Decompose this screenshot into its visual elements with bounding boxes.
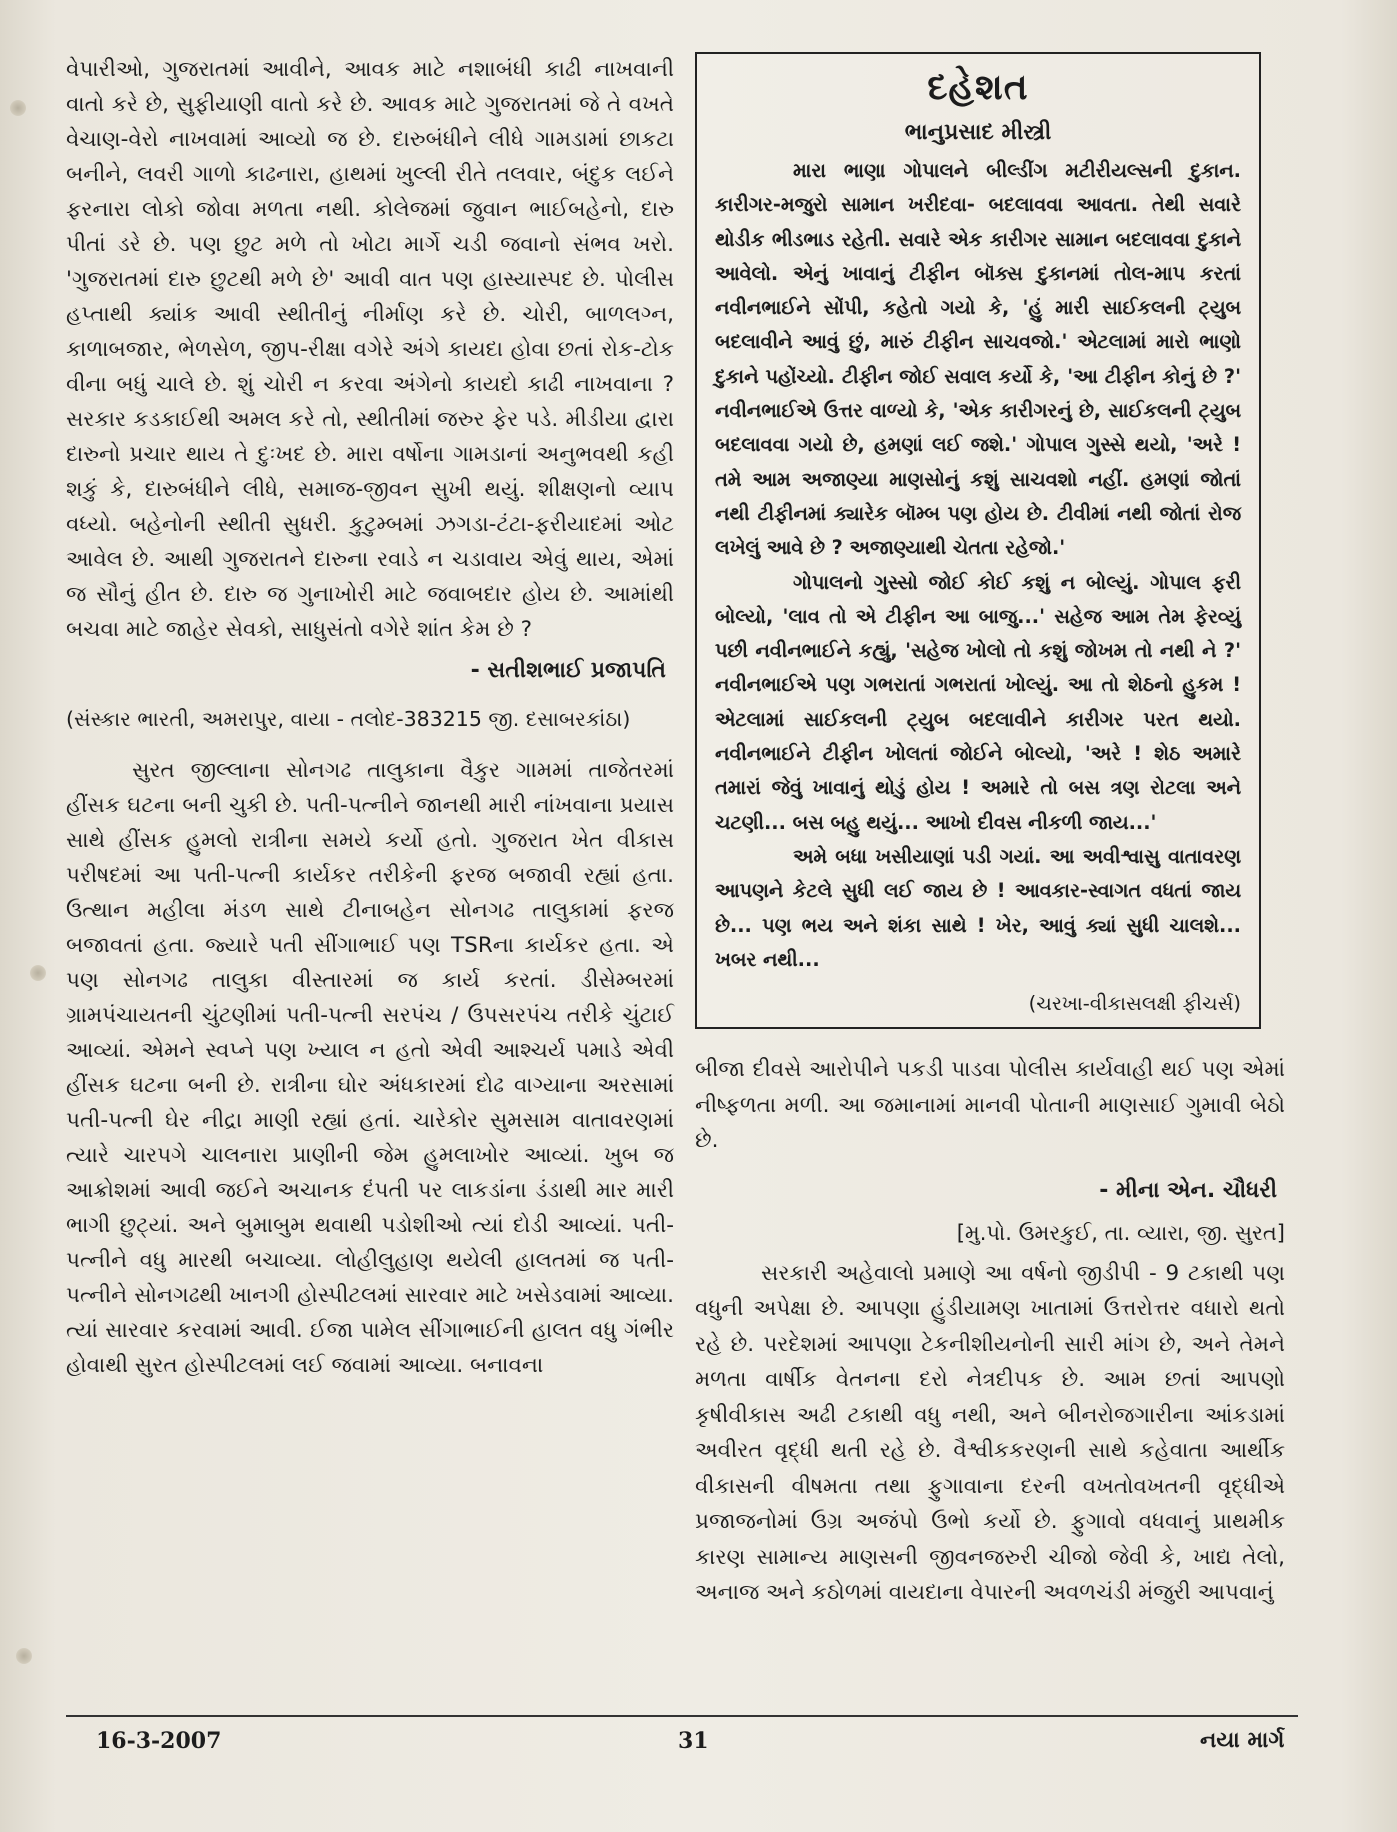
magazine-name: નયા માર્ગ [1200,1728,1285,1753]
story-paragraph-1: મારા ભાણા ગોપાલને બીલ્ડીંગ મટીરીયલ્સની દુકાન. કારીગર-મજુરો સામાન ખરીદવા- બદલાવવા આવતા. તેથી સવારે થોડીક ભીડભાડ રહેતી. સવારે એક કારીગર સામાન બદલાવવા દુકાને આવેલો. એનું ખાવાનું ટીફીન બૉક્સ દુકાનમાં તોલ-માપ કરતાં નવીનભાઈને સોંપી, કહેતો ગયો કે, 'હું મારી સાઈકલની ટ્યુબ બદલાવીને આવું છું, મારું ટીફીન સાચવજો.' એટલામાં મારો ભાણો દુકાને પહોંચ્યો. ટીફીન જોઈ સવાલ કર્યો કે, 'આ ટીફીન કોનું છે ?' નવીનભાઈએ ઉત્તર વાળ્યો કે, 'એક કારીગરનું છે, સાઈકલની ટ્યુબ બદલાવવા ગયો છે, હમણાં લઈ જશે.' ગોપાલ ગુસ્સે થયો, 'અરે ! તમે આમ અજાણ્યા માણસોનું કશું સાચવશો નહીં. હમણાં જોતાં નથી ટીફીનમાં ક્યારેક બૉમ્બ પણ હોય છે. ટીવીમાં નથી જોતાં રોજ લખેલું આવે છે ? અજાણ્યાથી ચેતતા રહેજો.' [715,159,1241,560]
address-satishbhai: (સંસ્કાર ભારતી, અમરાપુર, વાયા - તલોદ-383215 જી. દસાબરકાંઠા) [66,707,631,731]
left-paragraph-2: સુરત જીલ્લાના સોનગઢ તાલુકાના વૈકુર ગામમાં તાજેતરમાં હીંસક ઘટના બની ચુકી છે. પતી-પત્નીને જાનથી મારી નાંખવાના પ્રયાસ સાથે હીંસક હુમલો રાત્રીના સમયે કર્યો હતો. ગુજરાત ખેત વીકાસ પરીષદમાં આ પતી-પત્ની કાર્યકર તરીકેની ફરજ બજાવી રહ્યાં હતા. ઉત્થાન મહીલા મંડળ સાથે ટીનાબહેન સોનગઢ તાલુકામાં ફરજ બજાવતાં હતા. જ્યારે પતી સીંગાભાઈ પણ TSRના કાર્યકર હતા. એ પણ સોનગઢ તાલુકા વીસ્તારમાં જ કાર્ય કરતાં. ડીસેમ્બરમાં ગ્રામપંચાયતની ચુંટણીમાં પતી-પત્ની સરપંચ / ઉપસરપંચ તરીકે ચુંટાઈ આવ્યાં. એમને સ્વપ્ને પણ ખ્યાલ ન હતો એવી આશ્ચર્ય પમાડે એવી હીંસક ઘટના બની છે. રાત્રીના ઘોર અંધકારમાં દોઢ વાગ્યાના અરસામાં પતી-પત્ની ઘેર નીદ્રા માણી રહ્યાં હતાં. ચારેકોર સુમસામ વાતાવરણમાં ત્યારે ચારપગે ચાલનારા પ્રાણીની જેમ હુમલાખોર આવ્યાં. ખુબ જ આક્રોશમાં આવી જઈને અચાનક દંપતી પર લાકડાંના ડંડાથી માર મારી ભાગી છુટ્યાં. અને બુમાબુમ થવાથી પડોશીઓ ત્યાં દોડી આવ્યાં. પતી-પત્નીને વધુ મારથી બચાવ્યા. લોહીલુહાણ થયેલી હાલતમાં જ પતી-પત્નીને સોનગઢથી ખાનગી હોસ્પીટલમાં સારવાર માટે ખસેડવામાં આવ્યા. ત્યાં સારવાર કરવામાં આવી. ઈજા પામેલ સીંગાભાઈની હાલત વધુ ગંભીર હોવાથી સુરત હોસ્પીટલમાં લઈ જવામાં આવ્યા. બનાવના [66,758,674,1378]
punch-hole-3 [16,1648,32,1664]
page-number: 31 [678,1728,709,1754]
right-paragraph-1: બીજા દીવસે આરોપીને પકડી પાડવા પોલીસ કાર્યવાહી થઈ પણ એમાં નીષ્ફળતા મળી. આ જમાનામાં માનવી પોતાની માણસાઈ ગુમાવી બેઠો છે. [695,1057,1285,1153]
address-meena: [મુ.પો. ઉમરકુઈ, તા. વ્યારા, જી. સુરત] [956,1221,1285,1245]
story-text [715,154,1241,977]
left-column [66,52,674,1383]
left-paragraph-1: વેપારીઓ, ગુજરાતમાં આવીને, આવક માટે નશાબંધી કાઢી નાખવાની વાતો કરે છે, સુફીયાણી વાતો કરે છે. આવક માટે ગુજરાતમાં જે તે વખતે વેચાણ-વેરો નાખવામાં આવ્યો જ છે. દારુબંધીને લીધે ગામડામાં છાકટા બનીને, લવરી ગાળો કાઢનારા, હાથમાં ખુલ્લી રીતે તલવાર, બંદુક લઈને ફરનારા લોકો જોવા મળતા નથી. કોલેજમાં જુવાન ભાઈબહેનો, દારુ પીતાં ડરે છે. પણ છુટ મળે તો ખોટા માર્ગે ચડી જવાનો સંભવ ખરો. 'ગુજરાતમાં દારુ છુટથી મળે છે' આવી વાત પણ હાસ્યાસ્પદ છે. પોલીસ હપ્તાથી ક્યાંક આવી સ્થીતીનું નીર્માણ કરે છે. ચોરી, બાળલગ્ન, કાળાબજાર, ભેળસેળ, જીપ-રીક્ષા વગેરે અંગે કાયદા હોવા છતાં રોક-ટોક વીના બધું ચાલે છે. શું ચોરી ન કરવા અંગેનો કાયદો કાઢી નાખવાના ? સરકાર કડકાઈથી અમલ કરે તો, સ્થીતીમાં જરુર ફેર પડે. મીડીયા દ્વારા દારુનો પ્રચાર થાય તે દુઃખદ છે. મારા વર્ષોના ગામડાનાં અનુભવથી કહી શકું કે, દારુબંધીને લીધે, સમાજ-જીવન સુખી થયું. શીક્ષણનો વ્યાપ વધ્યો. બહેનોની સ્થીતી સુધરી. કુટુમ્બમાં ઝગડા-ટંટા-ફરીયાદમાં ઓટ આવેલ છે. આથી ગુજરાતને દારુના રવાડે ન ચડાવાય એવું થાય, એમાં જ સૌનું હીત છે. દારુ જ ગુનાખોરી માટે જવાબદાર હોય છે. આમાંથી બચવા માટે જાહેર સેવકો, સાધુસંતો વગેરે શાંત કેમ છે ? [66,57,674,642]
footer-divider [66,1715,1298,1717]
right-paragraph-2: સરકારી અહેવાલો પ્રમાણે આ વર્ષનો જીડીપી - 9 ટકાથી પણ વધુની અપેક્ષા છે. આપણા હુંડીયામણ ખાતામાં ઉત્તરોત્તર વધારો થતો રહે છે. પરદેશમાં આપણા ટેકનીશીયનોની સારી માંગ છે, અને તેમને મળતા વાર્ષીક વેતનના દરો નેત્રદીપક છે. આમ છતાં આપણો કૃષીવીકાસ અઢી ટકાથી વધુ નથી, અને બીનરોજગારીના આંકડામાં અવીરત વૃદ્ધી થતી રહે છે. વૈશ્વીકકરણની સાથે કહેવાતા આર્થીક વીકાસની વીષમતા તથા ફુગાવાના દરની વખતોવખતની વૃદ્ધીએ પ્રજાજનોમાં ઉગ્ર અજંપો ઉભો કર્યો છે. ફુગાવો વધવાનું પ્રાથમીક કારણ સામાન્ય માણસની જીવનજરુરી ચીજો જેવી કે, ખાદ્ય તેલો, અનાજ અને કઠોળમાં વાયદાના વેપારની અવળચંડી મંજુરી આપવાનું [695,1260,1285,1605]
signature-meena: - મીના એન. ચૌધરી [1099,1177,1277,1203]
right-column [695,1052,1285,1611]
story-paragraph-3: અમે બધા ખસીયાણાં પડી ગયાં. આ અવીશ્વાસુ વાતાવરણ આપણને કેટલે સુધી લઈ જાય છે ! આવકાર-સ્વાગત વધતાં જાય છે... પણ ભય અને શંકા સાથે ! ખેર, આવું ક્યાં સુધી ચાલશે... ખબર નથી... [715,844,1241,971]
story-paragraph-2: ગોપાલનો ગુસ્સો જોઈ કોઈ કશું ન બોલ્યું. ગોપાલ ફરી બોલ્યો, 'લાવ તો એ ટીફીન આ બાજુ...' સહેજ આમ તેમ ફેરવ્યું પછી નવીનભાઈને કહ્યું, 'સહેજ ખોલો તો કશું જોખમ તો નથી ને ?' નવીનભાઈએ પણ ગભરાતાં ગભરાતાં ખોલ્યું. આ તો શેઠનો હુકમ ! એટલામાં સાઈકલની ટ્યુબ બદલાવીને કારીગર પરત થયો. નવીનભાઈને ટીફીન ખોલતાં જોઈને બોલ્યો, 'અરે ! શેઠ અમારે તમારાં જેવું ખાવાનું થોડું હોય ! અમારે તો બસ ત્રણ રોટલા અને ચટણી... બસ બહુ થયું... આખો દીવસ નીકળી જાય...' [715,570,1241,834]
punch-hole-1 [10,100,26,116]
story-author: ભાનુપ્રસાદ મીસ્ત્રી [904,120,1052,145]
punch-hole-2 [30,965,46,981]
story-credit: (ચરખા-વીકાસલક્ષી ફીચર્સ) [1028,992,1241,1016]
footer-date: 16-3-2007 [96,1728,222,1754]
signature-satishbhai: - સતીશભાઈ પ્રજાપતિ [470,658,666,683]
story-box [695,52,1261,1029]
story-title: દહેશત [927,67,1029,108]
